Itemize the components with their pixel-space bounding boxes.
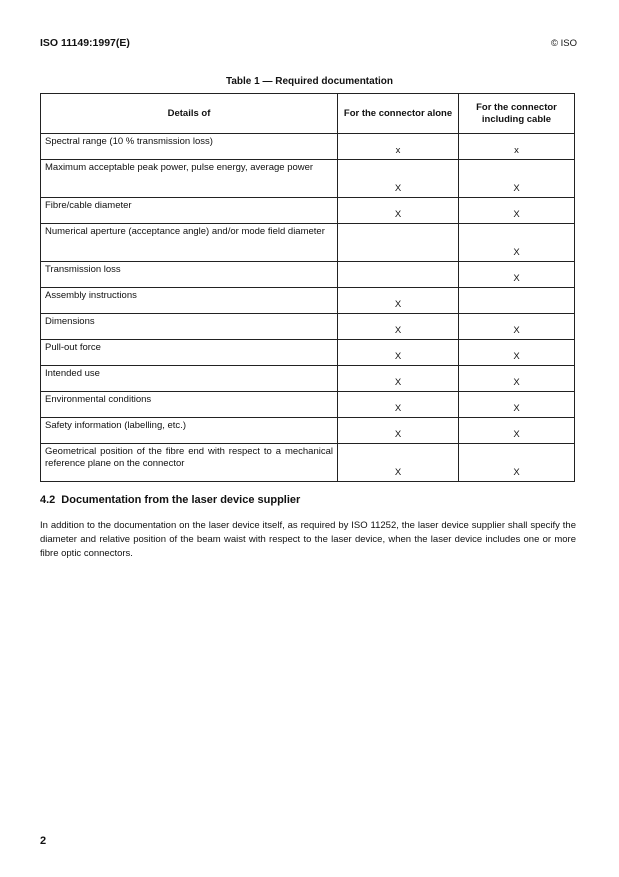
connector-alone-cell bbox=[338, 262, 459, 288]
document-id: ISO 11149:1997(E) bbox=[40, 37, 130, 49]
connector-alone-cell: X bbox=[338, 198, 459, 224]
connector-cable-cell: X bbox=[459, 340, 575, 366]
column-header-details: Details of bbox=[41, 94, 338, 134]
column-header-connector-cable: For the connector including cable bbox=[459, 94, 575, 134]
copyright-mark: © ISO bbox=[550, 38, 577, 49]
table-row bbox=[41, 134, 575, 160]
detail-cell: Maximum acceptable peak power, pulse energy, average power bbox=[41, 160, 338, 198]
table-row bbox=[41, 314, 575, 340]
connector-cable-cell bbox=[459, 288, 575, 314]
connector-alone-cell: X bbox=[338, 288, 459, 314]
page-number: 2 bbox=[40, 835, 47, 847]
detail-cell: Environmental conditions bbox=[41, 392, 338, 418]
connector-alone-cell: x bbox=[338, 134, 459, 160]
section-number: 4.2 bbox=[40, 494, 56, 506]
table-row bbox=[41, 262, 575, 288]
connector-cable-cell: X bbox=[459, 392, 575, 418]
connector-cable-cell: X bbox=[459, 224, 575, 262]
detail-cell: Numerical aperture (acceptance angle) and/or mode field diameter bbox=[41, 224, 338, 262]
detail-cell: Pull-out force bbox=[41, 340, 338, 366]
detail-cell: Transmission loss bbox=[41, 262, 338, 288]
detail-cell: Assembly instructions bbox=[41, 288, 338, 314]
connector-cable-cell: x bbox=[459, 134, 575, 160]
section-body: In addition to the documentation on the laser device itself, as required by ISO 11252, the laser device supplier shall specify the diameter and relative position of the beam waist with respect to the laser device, when the laser device includes one or more fibre optic connectors. bbox=[40, 520, 576, 559]
connector-cable-cell: X bbox=[459, 198, 575, 224]
detail-cell: Dimensions bbox=[41, 314, 338, 340]
connector-cable-cell: X bbox=[459, 314, 575, 340]
connector-alone-cell bbox=[338, 224, 459, 262]
table-row bbox=[41, 444, 575, 482]
table-row bbox=[41, 366, 575, 392]
detail-cell: Spectral range (10 % transmission loss) bbox=[41, 134, 338, 160]
table-row bbox=[41, 340, 575, 366]
connector-alone-cell: X bbox=[338, 160, 459, 198]
connector-cable-cell: X bbox=[459, 262, 575, 288]
connector-alone-cell: X bbox=[338, 314, 459, 340]
section-heading bbox=[40, 494, 306, 506]
section-title: Documentation from the laser device supplier bbox=[61, 494, 301, 506]
table-row bbox=[41, 418, 575, 444]
table-row bbox=[41, 160, 575, 198]
detail-cell: Intended use bbox=[41, 366, 338, 392]
detail-cell: Fibre/cable diameter bbox=[41, 198, 338, 224]
connector-alone-cell: X bbox=[338, 444, 459, 482]
required-documentation-table bbox=[40, 93, 575, 482]
table-caption: Table 1 — Required documentation bbox=[225, 76, 394, 87]
connector-cable-cell: X bbox=[459, 366, 575, 392]
connector-cable-cell: X bbox=[459, 444, 575, 482]
detail-cell: Geometrical position of the fibre end with respect to a mechanical reference plane on the connector bbox=[41, 444, 338, 482]
connector-cable-cell: X bbox=[459, 160, 575, 198]
column-header-connector-alone: For the connector alone bbox=[338, 94, 459, 134]
table-row bbox=[41, 198, 575, 224]
connector-alone-cell: X bbox=[338, 392, 459, 418]
connector-alone-cell: X bbox=[338, 340, 459, 366]
table-row bbox=[41, 392, 575, 418]
table-row bbox=[41, 288, 575, 314]
table-header-row bbox=[41, 94, 575, 134]
detail-cell: Safety information (labelling, etc.) bbox=[41, 418, 338, 444]
connector-alone-cell: X bbox=[338, 418, 459, 444]
table-row bbox=[41, 224, 575, 262]
connector-cable-cell: X bbox=[459, 418, 575, 444]
connector-alone-cell: X bbox=[338, 366, 459, 392]
